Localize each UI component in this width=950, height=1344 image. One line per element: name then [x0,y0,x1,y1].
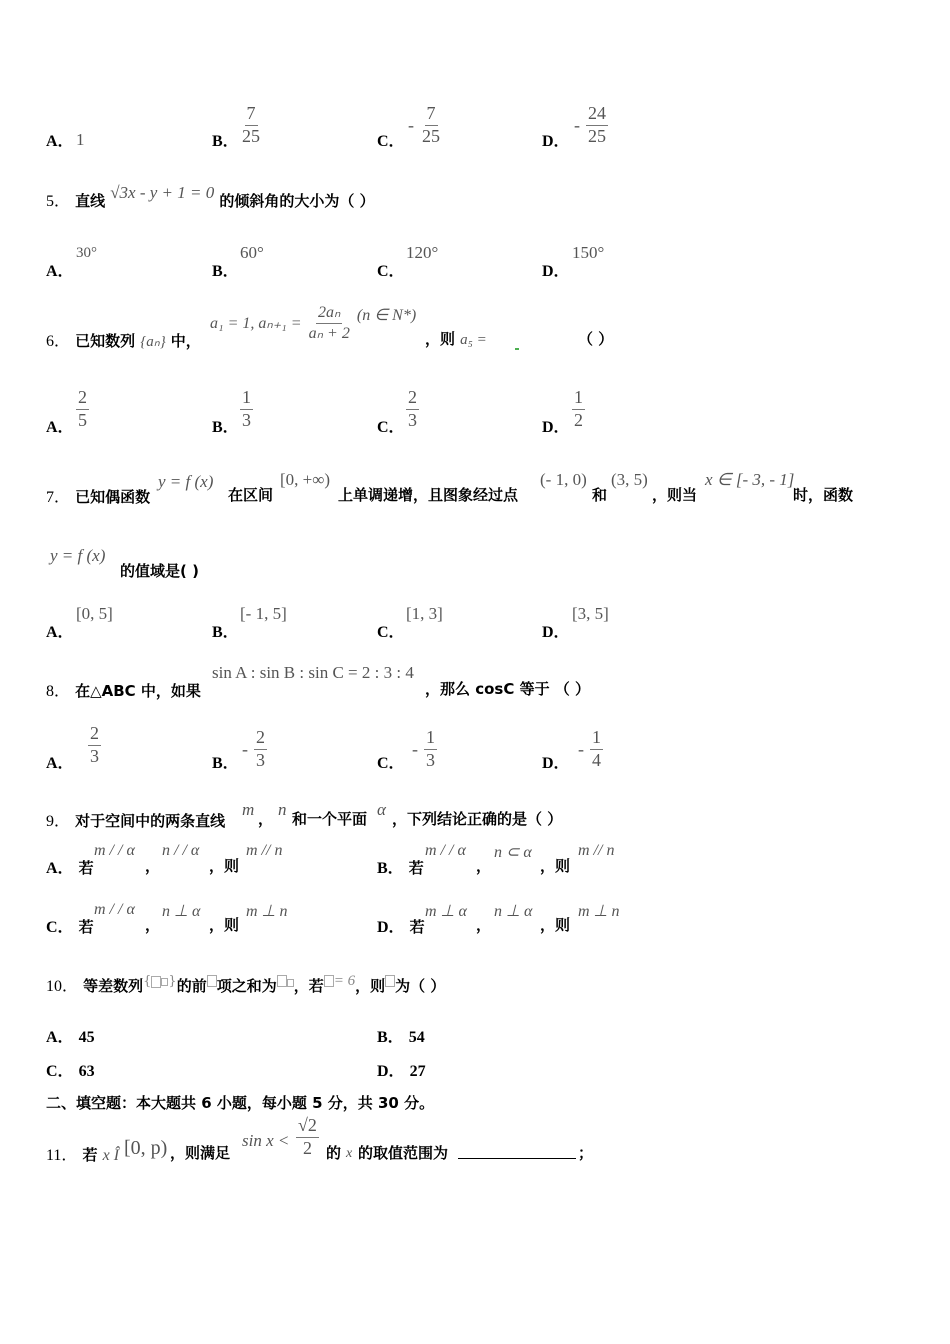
q7-text-2: 在区间 [228,486,274,504]
q5-text-pre: 直线 [75,192,106,210]
q6-option-d-label: D． [542,419,570,436]
q6-recurrence [210,304,416,342]
q9-d-comma: ， [476,916,492,934]
q9-d-cond-1: m ⊥ α [425,903,467,920]
q9-b-comma: ， [476,857,492,875]
q7-point-1: (- 1, 0) [540,470,587,489]
q8-option-b-label: B． [212,755,239,772]
q11-text-3: 的取值范围为 [358,1144,449,1162]
q6-option-a-fraction [76,388,89,431]
q8-text-2: ，那么 cosC 等于 （ ） [425,680,591,698]
q6-option-c-label: C． [377,419,405,436]
q5-stem [46,183,375,211]
q9-a-cond-1: m / / α [94,842,135,859]
q9-option-c [46,914,94,937]
placeholder-box [385,975,395,987]
q10-text-5: ，则 [355,977,386,995]
q8-d-numerator: 1 [590,728,603,750]
placeholder-box [151,976,161,988]
q10-a-value: 45 [78,1029,95,1046]
q9-c-ruo: 若 [78,918,94,936]
q10-c-value: 63 [78,1063,95,1080]
q6-text-ze: ，则 [425,330,456,348]
q11-fraction [296,1116,319,1159]
q10-number: 10． [46,978,79,995]
q4-option-a-value: 1 [76,130,85,149]
q7-text-3: 上单调递增，且图象经过点 [338,486,519,504]
q9-n: n [278,800,287,819]
q9-d-result: m ⊥ n [578,903,620,920]
q4-option-d-fraction [574,104,608,147]
q7-x-range: x ∈ [- 3, - 1] [705,470,795,489]
q6-a5: a₅ = [460,332,487,348]
q7-text-6: 时，函数 [793,486,854,504]
q8-option-c-fraction [412,728,437,771]
q6-stem-start [46,328,201,351]
q8-option-c-label: C． [377,755,405,772]
q11-condition: x Î [102,1147,120,1164]
q6-text-pre: 已知数列 [75,332,136,350]
q9-b-ruo: 若 [408,859,424,877]
q9-b-cond-2: n ⊂ α [494,844,532,861]
q6-d-denominator: 2 [574,409,583,430]
q4-option-c-label: C． [377,133,405,150]
q9-number: 9． [46,813,71,830]
q9-text-1: 对于空间中的两条直线 [75,812,226,830]
q9-c-ze: ，则 [209,916,240,934]
q8-a-numerator: 2 [88,724,101,746]
q10-text-2: 的前 [176,977,207,995]
q9-c-result: m ⊥ n [246,903,288,920]
q9-c-label: C． [46,919,74,936]
q9-a-cond-2: n / / α [162,842,200,859]
q8-b-numerator: 2 [254,728,267,750]
q6-option-b-label: B． [212,419,239,436]
q8-option-a-label: A． [46,755,74,772]
q4-option-b-label: B． [212,133,239,150]
q4-d-numerator: 24 [586,104,608,126]
q8-option-d-label: D． [542,755,570,772]
q5-option-c-value: 120° [406,243,439,262]
q8-b-denominator: 3 [256,749,265,770]
q8-d-minus: - [578,738,584,759]
q6-a-numerator: 2 [76,388,89,410]
q6-recurrence-domain: (n ∈ N*) [356,307,417,325]
q4-option-d-label: D． [542,133,570,150]
q10-option-a [46,1024,95,1047]
q7-option-a-label: A． [46,624,74,641]
q10-seq-placeholder: { } [143,974,177,989]
q6-recurrence-denominator: aₙ + 2 [308,324,350,342]
q9-stem-start [46,808,225,831]
q11-answer-blank[interactable] [458,1144,576,1163]
q5-option-b-label: B． [212,263,239,280]
q9-comma: ， [258,810,274,828]
q11-numerator: √2 [296,1116,319,1138]
q9-a-ze: ，则 [209,857,240,875]
q6-b-numerator: 1 [240,388,253,410]
placeholder-box [161,978,168,986]
q7-function-2: y = f (x) [50,546,106,565]
q7-text-4: 和 [592,486,608,504]
q7-line1-start [46,484,150,507]
q10-option-c [46,1058,95,1081]
q11-stem-start [46,1142,119,1165]
q6-c-denominator: 3 [408,409,417,430]
q8-stem-start [46,678,201,701]
placeholder-box [207,975,217,987]
q11-sin: sin x < [242,1131,290,1150]
q10-b-value: 54 [408,1029,425,1046]
q7-text-5: ，则当 [652,486,698,504]
q6-a-denominator: 5 [78,409,87,430]
q9-d-cond-2: n ⊥ α [494,903,533,920]
q9-b-result: m // n [578,842,615,859]
q10-b-label: B． [377,1029,404,1046]
q10-stem [46,973,445,996]
q10-d-label: D． [377,1063,405,1080]
q7-interval: [0, +∞) [280,470,331,489]
q10-option-b [377,1024,425,1047]
q5-option-c-label: C． [377,263,405,280]
q8-text-1: 在△ABC 中，如果 [75,682,201,700]
q9-option-a [46,855,94,878]
q7-number: 7． [46,489,71,506]
q8-a-denominator: 3 [90,745,99,766]
q11-x: x [346,1146,353,1161]
q4-option-c-fraction [408,104,442,147]
section-2-title: 二、填空题：本大题共 6 小题，每小题 5 分，共 30 分。 [46,1094,435,1112]
q8-c-minus: - [412,738,418,759]
q6-paren: （ ） [578,330,614,348]
q8-c-denominator: 3 [426,749,435,770]
q4-d-denominator: 25 [588,125,606,146]
q8-option-d-fraction [578,728,603,771]
q6-option-b-fraction [240,388,253,431]
q6-b-denominator: 3 [242,409,251,430]
q11-denominator: 2 [302,1137,312,1158]
q7-option-d-value: [3, 5] [572,604,609,623]
placeholder-box [287,979,294,987]
q7-function-1: y = f (x) [158,472,214,491]
q8-d-denominator: 4 [592,749,601,770]
q9-text-3: ，下列结论正确的是（ ） [392,810,563,828]
q9-option-d [377,914,425,937]
q10-c-label: C． [46,1063,74,1080]
q11-ruo: 若 [82,1146,98,1164]
q9-d-ze: ，则 [540,916,571,934]
q7-text-7: 的值域是( ) [120,562,199,580]
q9-b-cond-1: m / / α [425,842,466,859]
q6-option-a-label: A． [46,419,74,436]
q8-b-minus: - [242,738,248,759]
q5-text-post: 的倾斜角的大小为（ ） [219,192,375,210]
q10-d-value: 27 [409,1063,426,1080]
q6-recurrence-left: a₁ = 1, aₙ₊₁ = [210,315,302,333]
q8-option-a-fraction [82,724,101,767]
q5-option-d-label: D． [542,263,570,280]
q5-number: 5． [46,193,71,210]
q7-option-d-label: D． [542,624,570,641]
q6-option-c-fraction [406,388,419,431]
q11-text-2: 的 [326,1144,342,1162]
q6-number: 6． [46,333,71,350]
q10-option-d [377,1058,426,1081]
q9-d-ruo: 若 [409,918,425,936]
q6-sequence: {aₙ} [140,334,166,350]
q7-option-c-value: [1, 3] [406,604,443,623]
q5-option-d-value: 150° [572,243,605,262]
green-mark [515,348,519,350]
q9-a-ruo: 若 [78,859,94,877]
q5-option-b-value: 60° [240,243,264,262]
q9-a-comma: ， [145,857,161,875]
q11-text-1: ，则满足 [170,1144,231,1162]
q11-number: 11． [46,1147,78,1164]
q9-m: m [242,800,255,819]
q6-option-d-fraction [572,388,585,431]
q7-option-b-value: [- 1, 5] [240,604,287,623]
q4-option-a-label: A． [46,133,74,150]
q10-text-3: 项之和为 [216,977,277,995]
q9-c-cond-1: m / / α [94,901,135,918]
q4-b-denominator: 25 [242,125,260,146]
q10-equation: = 6 [333,973,356,989]
q7-option-a-value: [0, 5] [76,604,113,623]
q10-text-4: ，若 [293,977,324,995]
q5-option-a-label: A． [46,263,74,280]
q9-d-label: D． [377,919,405,936]
q9-option-b [377,855,424,878]
q6-d-numerator: 1 [572,388,585,410]
q6-recurrence-numerator: 2aₙ [316,304,342,324]
q10-a-label: A． [46,1029,74,1046]
q4-c-numerator: 7 [425,104,438,126]
q9-b-label: B． [377,860,404,877]
q9-b-ze: ，则 [540,857,571,875]
q5-option-a-value: 30° [76,245,97,261]
q4-option-b-fraction [240,104,262,147]
q7-text-1: 已知偶函数 [75,488,151,506]
q4-d-minus: - [574,114,580,135]
q5-equation: √3x - y + 1 = 0 [110,183,215,202]
placeholder-box [277,975,287,987]
q9-a-label: A． [46,860,74,877]
q9-a-result: m // n [246,842,283,859]
q4-b-numerator: 7 [245,104,258,126]
q10-text-6: 为（ ） [395,977,446,995]
q8-ratio: sin A : sin B : sin C = 2 : 3 : 4 [212,663,414,682]
q7-option-b-label: B． [212,624,239,641]
q8-c-numerator: 1 [424,728,437,750]
q7-point-2: (3, 5) [611,470,648,489]
q9-alpha: α [377,800,386,819]
placeholder-box [324,975,334,987]
q9-text-2: 和一个平面 [292,810,368,828]
q11-interval: [0, p) [124,1137,168,1159]
q6-text-mid: 中， [170,332,201,350]
q8-number: 8． [46,683,71,700]
q9-c-cond-2: n ⊥ α [162,903,201,920]
q7-option-c-label: C． [377,624,405,641]
q9-c-comma: ， [145,916,161,934]
q6-c-numerator: 2 [406,388,419,410]
q6-stem-end [425,328,487,349]
q8-option-b-fraction [242,728,267,771]
q10-text-1: 等差数列 [83,977,144,995]
q11-end: ； [578,1144,594,1162]
q4-c-denominator: 25 [422,125,440,146]
q4-c-minus: - [408,114,414,135]
